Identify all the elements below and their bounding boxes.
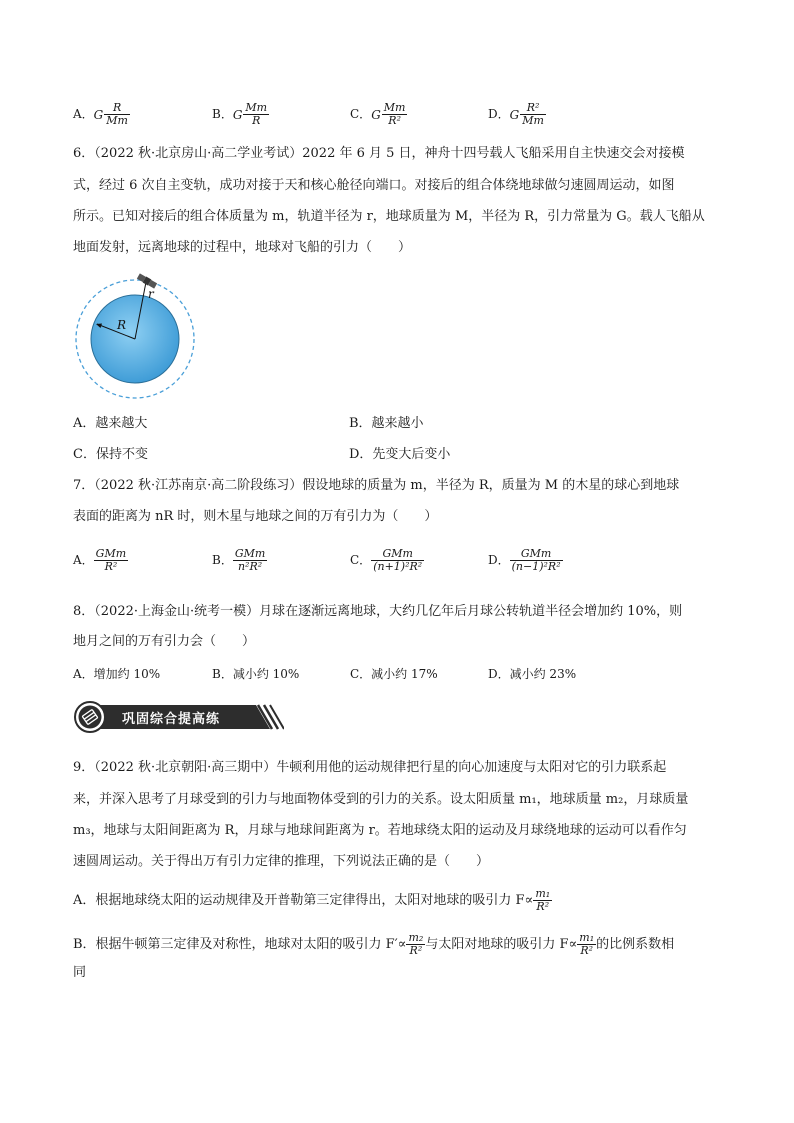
q6-line-3: 所示。已知对接后的组合体质量为 m，轨道半径为 r，地球质量为 M，半径为 R，引力常量为 G。载人飞船从 bbox=[73, 209, 705, 224]
q7-line-1: 7．（2022 秋·江苏南京·高二阶段练习）假设地球的质量为 m，半径为 R，质量为 M 的木星的球心到地球 bbox=[73, 478, 680, 493]
book-icon bbox=[74, 701, 106, 733]
fraction: $\frac{\text{m₁}}{\text{R²}}$ bbox=[579, 931, 595, 957]
q9-option-b: B．根据牛顿第三定律及对称性，地球对太阳的吸引力 F′∝ $\frac{\text{m₂}}{\text{R²}}$ 与太阳对地球的吸引力 F∝ $\frac{\text{m₁}}{\text{R²}}$ 的比例系数相 bbox=[73, 931, 675, 957]
earth-orbit-diagram bbox=[70, 264, 202, 399]
q5-option-b: B．G $\frac{Mm}{R}$ bbox=[212, 101, 268, 127]
section-title: 巩固综合提高练 bbox=[122, 712, 221, 727]
q9-line-3: m₃，地球与太阳间距离为 R，月球与地球间距离为 r。若地球绕太阳的运动及月球绕地球的运动可以看作匀 bbox=[73, 823, 687, 838]
fraction: $\frac{\text{GMm}}{\text{(n−1)²R²}}$ bbox=[511, 547, 561, 573]
q6-option-a: A．越来越大 bbox=[73, 416, 148, 431]
q6-option-d: D．先变大后变小 bbox=[349, 447, 451, 462]
q8-option-c: C．减小约 17% bbox=[350, 667, 438, 681]
q5-option-d: D．G $\frac{\text{R²}}{Mm}$ bbox=[488, 101, 544, 127]
fraction: $\frac{\text{GMm}}{\text{R²}}$ bbox=[95, 547, 127, 573]
q5-option-c: C．G $\frac{Mm}{\text{R²}}$ bbox=[350, 101, 406, 127]
g-symbol: G bbox=[93, 107, 104, 122]
q8-line-2: 地月之间的万有引力会（ ） bbox=[73, 634, 256, 649]
label-r: r bbox=[148, 287, 154, 301]
q9-line-2: 来，并深入思考了月球受到的引力与地面物体受到的引力的关系。设太阳质量 m₁，地球质量 m₂，月球质量 bbox=[73, 792, 689, 807]
fraction: $\frac{\text{GMm}}{\text{n²R²}}$ bbox=[234, 547, 266, 573]
g-symbol: G bbox=[232, 107, 243, 122]
label-R: R bbox=[117, 318, 127, 332]
q6-option-c: C．保持不变 bbox=[73, 447, 148, 462]
q7-option-b: B． $\frac{\text{GMm}}{\text{n²R²}}$ bbox=[212, 547, 266, 573]
q8-option-a: A．增加约 10% bbox=[73, 667, 161, 681]
q9-option-b-continued: 同 bbox=[73, 965, 87, 980]
g-symbol: G bbox=[509, 107, 520, 122]
g-symbol: G bbox=[371, 107, 381, 122]
q9-line-1: 9．（2022 秋·北京朝阳·高三期中）牛顿利用他的运动规律把行星的向心加速度与太阳对它的引力联系起 bbox=[73, 760, 667, 775]
fraction: $\frac{\text{m₁}}{\text{R²}}$ bbox=[535, 887, 551, 913]
fraction: $\frac{Mm}{R}$ bbox=[245, 101, 268, 127]
q6-line-2: 式，经过 6 次自主变轨，成功对接于天和核心舱径向端口。对接后的组合体绕地球做匀速圆周运动，如图 bbox=[73, 178, 675, 193]
q6-option-b: B．越来越小 bbox=[349, 416, 424, 431]
q7-line-2: 表面的距离为 nR 时，则木星与地球之间的万有引力为（ ） bbox=[73, 509, 438, 524]
fraction: $\frac{\text{R²}}{Mm}$ bbox=[522, 101, 544, 127]
q6-line-1: 6．（2022 秋·北京房山·高二学业考试）2022 年 6 月 5 日，神舟十四号载人飞船采用自主快速交会对接模 bbox=[73, 146, 685, 161]
q8-option-b: B．减小约 10% bbox=[212, 667, 300, 681]
q8-option-d: D．减小约 23% bbox=[488, 667, 577, 681]
q7-option-a: A． $\frac{\text{GMm}}{\text{R²}}$ bbox=[73, 547, 127, 573]
fraction: $\frac{\text{m₂}}{\text{R²}}$ bbox=[408, 931, 424, 957]
q6-line-4: 地面发射，远离地球的过程中，地球对飞船的引力（ ） bbox=[73, 240, 412, 255]
q7-option-c: C． $\frac{\text{GMm}}{\text{(n+1)²R²}}$ bbox=[350, 547, 423, 573]
q8-line-1: 8．（2022·上海金山·统考一模）月球在逐渐远离地球，大约几亿年后月球公转轨道半径会增加约 10%，则 bbox=[73, 604, 683, 619]
q5-option-a: A．G $\frac{R}{Mm}$ bbox=[73, 101, 128, 127]
section-banner bbox=[74, 701, 284, 733]
q9-line-4: 速圆周运动。关于得出万有引力定律的推理，下列说法正确的是（ ） bbox=[73, 854, 490, 869]
fraction: $\frac{\text{GMm}}{\text{(n+1)²R²}}$ bbox=[373, 547, 423, 573]
fraction: $\frac{R}{Mm}$ bbox=[106, 101, 128, 127]
q7-option-d: D． $\frac{\text{GMm}}{\text{(n−1)²R²}}$ bbox=[488, 547, 561, 573]
fraction: $\frac{Mm}{\text{R²}}$ bbox=[383, 101, 406, 127]
spacecraft-icon bbox=[137, 273, 158, 289]
q9-option-a: A．根据地球绕太阳的运动规律及开普勒第三定律得出，太阳对地球的吸引力 F∝ $\frac{\text{m₁}}{\text{R²}}$ bbox=[73, 887, 551, 913]
